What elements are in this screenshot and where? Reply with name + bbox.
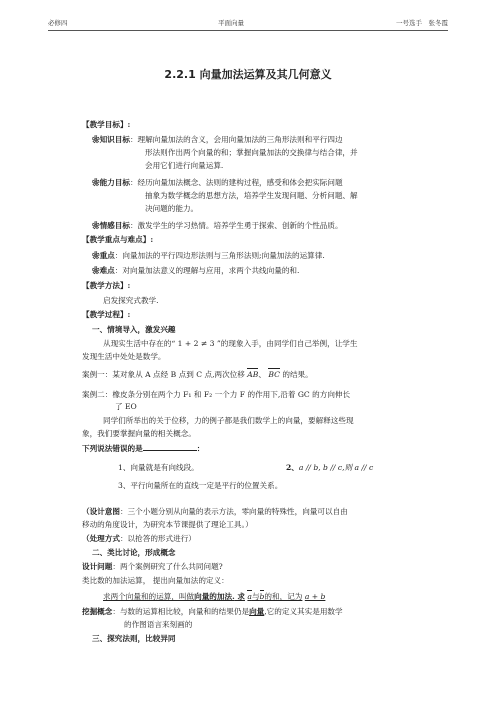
design-intent-text-1: ：三个小题分别从向量的表示方法，零向量的特殊性，向量可以自由	[119, 507, 348, 516]
design-intent-line-1	[82, 507, 348, 517]
case-1-suffix: 的结果。	[282, 370, 313, 379]
difficulty-line	[92, 266, 299, 276]
handling-label: （处理方式	[82, 534, 120, 543]
vector-ab: AB	[247, 370, 259, 379]
knowledge-text-3: 会用它们进行向量运算.	[145, 161, 224, 170]
knowledge-line-1	[92, 135, 343, 145]
dig-concept-text-3: 的作图语言来刻画的	[124, 620, 193, 629]
case-2-line-1: 案例二：橡皮条分别在两个力 F₁ 和 F₂ 一个力 F 的作用下,沿着 GC 的方向伸长	[82, 390, 351, 399]
dig-concept-line-1	[82, 607, 343, 617]
vector-a: a	[247, 592, 252, 601]
ability-text-3: 决问题的能力。	[145, 204, 199, 213]
case-1-separator: 、	[258, 370, 266, 379]
method-text: 启发探究式教学.	[103, 296, 159, 305]
quiz-colon: ：	[196, 444, 205, 453]
vector-bc: BC	[268, 370, 280, 379]
analogy-line: 类比数的加法运算， 提出向量加法的定义：	[82, 576, 229, 585]
dig-concept-text-1: ：与数的运算相比较，向量和的结果仍是	[112, 607, 250, 616]
definition-term: 向量的加法.	[194, 592, 235, 601]
quiz-item-2-number: 2、	[286, 463, 299, 472]
key-label: ❀重点	[92, 251, 115, 260]
ability-text-2: 抽象为数学概念的思想方法，培养学生发现问题、分析问题、解	[145, 191, 358, 200]
quiz-item-2	[286, 463, 373, 473]
keypoints-heading: 【教学重点与难点】:	[82, 235, 154, 244]
page-header	[48, 16, 448, 31]
section-3-title: 三、探究法则，比较异同	[92, 634, 176, 643]
header-right: 一号选手 张冬霞	[396, 19, 448, 27]
definition-pre: 求两个向量和的运算，叫做	[103, 592, 195, 601]
case-summary-1: 同学们所举出的关于位移，力的例子都是我们数学上的向量，要解释这些现	[103, 416, 354, 425]
page-title: 2.2.1 向量加法运算及其几何意义	[164, 68, 332, 81]
definition-line	[103, 592, 325, 602]
objectives-heading: 【教学目标】:	[82, 120, 131, 129]
dig-concept-label: 挖掘概念	[82, 607, 113, 616]
case-summary-2: 象，我们要掌握向量的相关概念。	[82, 429, 196, 438]
quiz-item-2-expression: a // b, b // c,则 a // c	[298, 463, 374, 472]
section-1-line-2: 发现生活中处处是数学。	[82, 352, 166, 361]
quiz-item-1: 1、向量就是有向线段。	[118, 463, 199, 472]
design-question-line	[82, 562, 223, 572]
ability-line-1	[92, 178, 343, 188]
keypoint-line	[92, 251, 325, 261]
definition-sum-of: 的和，记为	[264, 592, 303, 601]
handling-text: ：以抢答的形式进行）	[119, 534, 196, 543]
quiz-item-3: 3、平行向量所在的直线一定是平行的位置关系。	[118, 481, 283, 490]
case-1-prefix: 案例一：某对象从 A 点经 B 点到 C 点,两次位移	[82, 370, 245, 379]
design-question-label: 设计问题	[82, 562, 113, 571]
process-heading: 【教学过程】:	[82, 310, 131, 319]
definition-post: 求	[234, 592, 245, 601]
knowledge-text-2: 形法则作出两个向量的和；掌握向量加法的交换律与结合律，并	[145, 148, 358, 157]
vector-b: b	[259, 592, 265, 601]
emotion-label: ❀情感目标	[92, 221, 130, 230]
design-intent-text-2: 移动的角度设计，为研究本节课提供了理论工具。）	[82, 520, 253, 529]
header-center: 平面向量	[218, 19, 244, 27]
ability-label: ❀能力目标	[92, 178, 130, 187]
hard-text: ：对向量加法意义的理解与应用，求两个共线向量的和.	[114, 266, 300, 275]
knowledge-label: ❀知识目标	[92, 135, 130, 144]
handling-line	[82, 534, 196, 544]
case-1-line	[82, 370, 313, 380]
emotion-line	[92, 221, 343, 231]
definition-with: 与	[251, 592, 260, 601]
quiz-heading-line	[82, 443, 204, 454]
case-2-line-2: 了 EO	[115, 402, 137, 411]
answer-blank	[143, 443, 197, 451]
ability-text-1: ：经历向量加法概念、法则的建构过程，感受和体会把实际问题	[129, 178, 343, 187]
method-heading: 【教学方法】:	[82, 281, 131, 290]
dig-concept-text-2: ,它的定义其实是用数学	[264, 607, 343, 616]
section-1-line-1: 从现实生活中存在的“ 1 + 2 ≠ 3 ”的现象入手，由同学们自己举例，让学生	[103, 339, 358, 348]
hard-label: ❀难点	[92, 266, 115, 275]
definition-expression: a + b	[304, 592, 326, 601]
design-intent-label: （设计意图	[82, 507, 120, 516]
key-text: ：向量加法的平行四边形法则与三角形法则;向量加法的运算律.	[114, 251, 325, 260]
design-question-text: ：两个案例研究了什么共同问题?	[112, 562, 223, 571]
knowledge-text-1: ：理解向量加法的含义，会用向量加法的三角形法则和平行四边	[129, 135, 343, 144]
quiz-heading: 下列说法错误的是	[82, 444, 143, 453]
section-2-title: 二、类比讨论，形成概念	[92, 548, 176, 557]
section-1-title: 一、情境导入，激发兴趣	[92, 325, 176, 334]
emotion-text: ：激发学生的学习热情。培养学生勇于探索、创新的个性品质。	[129, 221, 343, 230]
dig-concept-term: 向量	[249, 607, 265, 616]
header-left: 必修四	[48, 19, 68, 27]
